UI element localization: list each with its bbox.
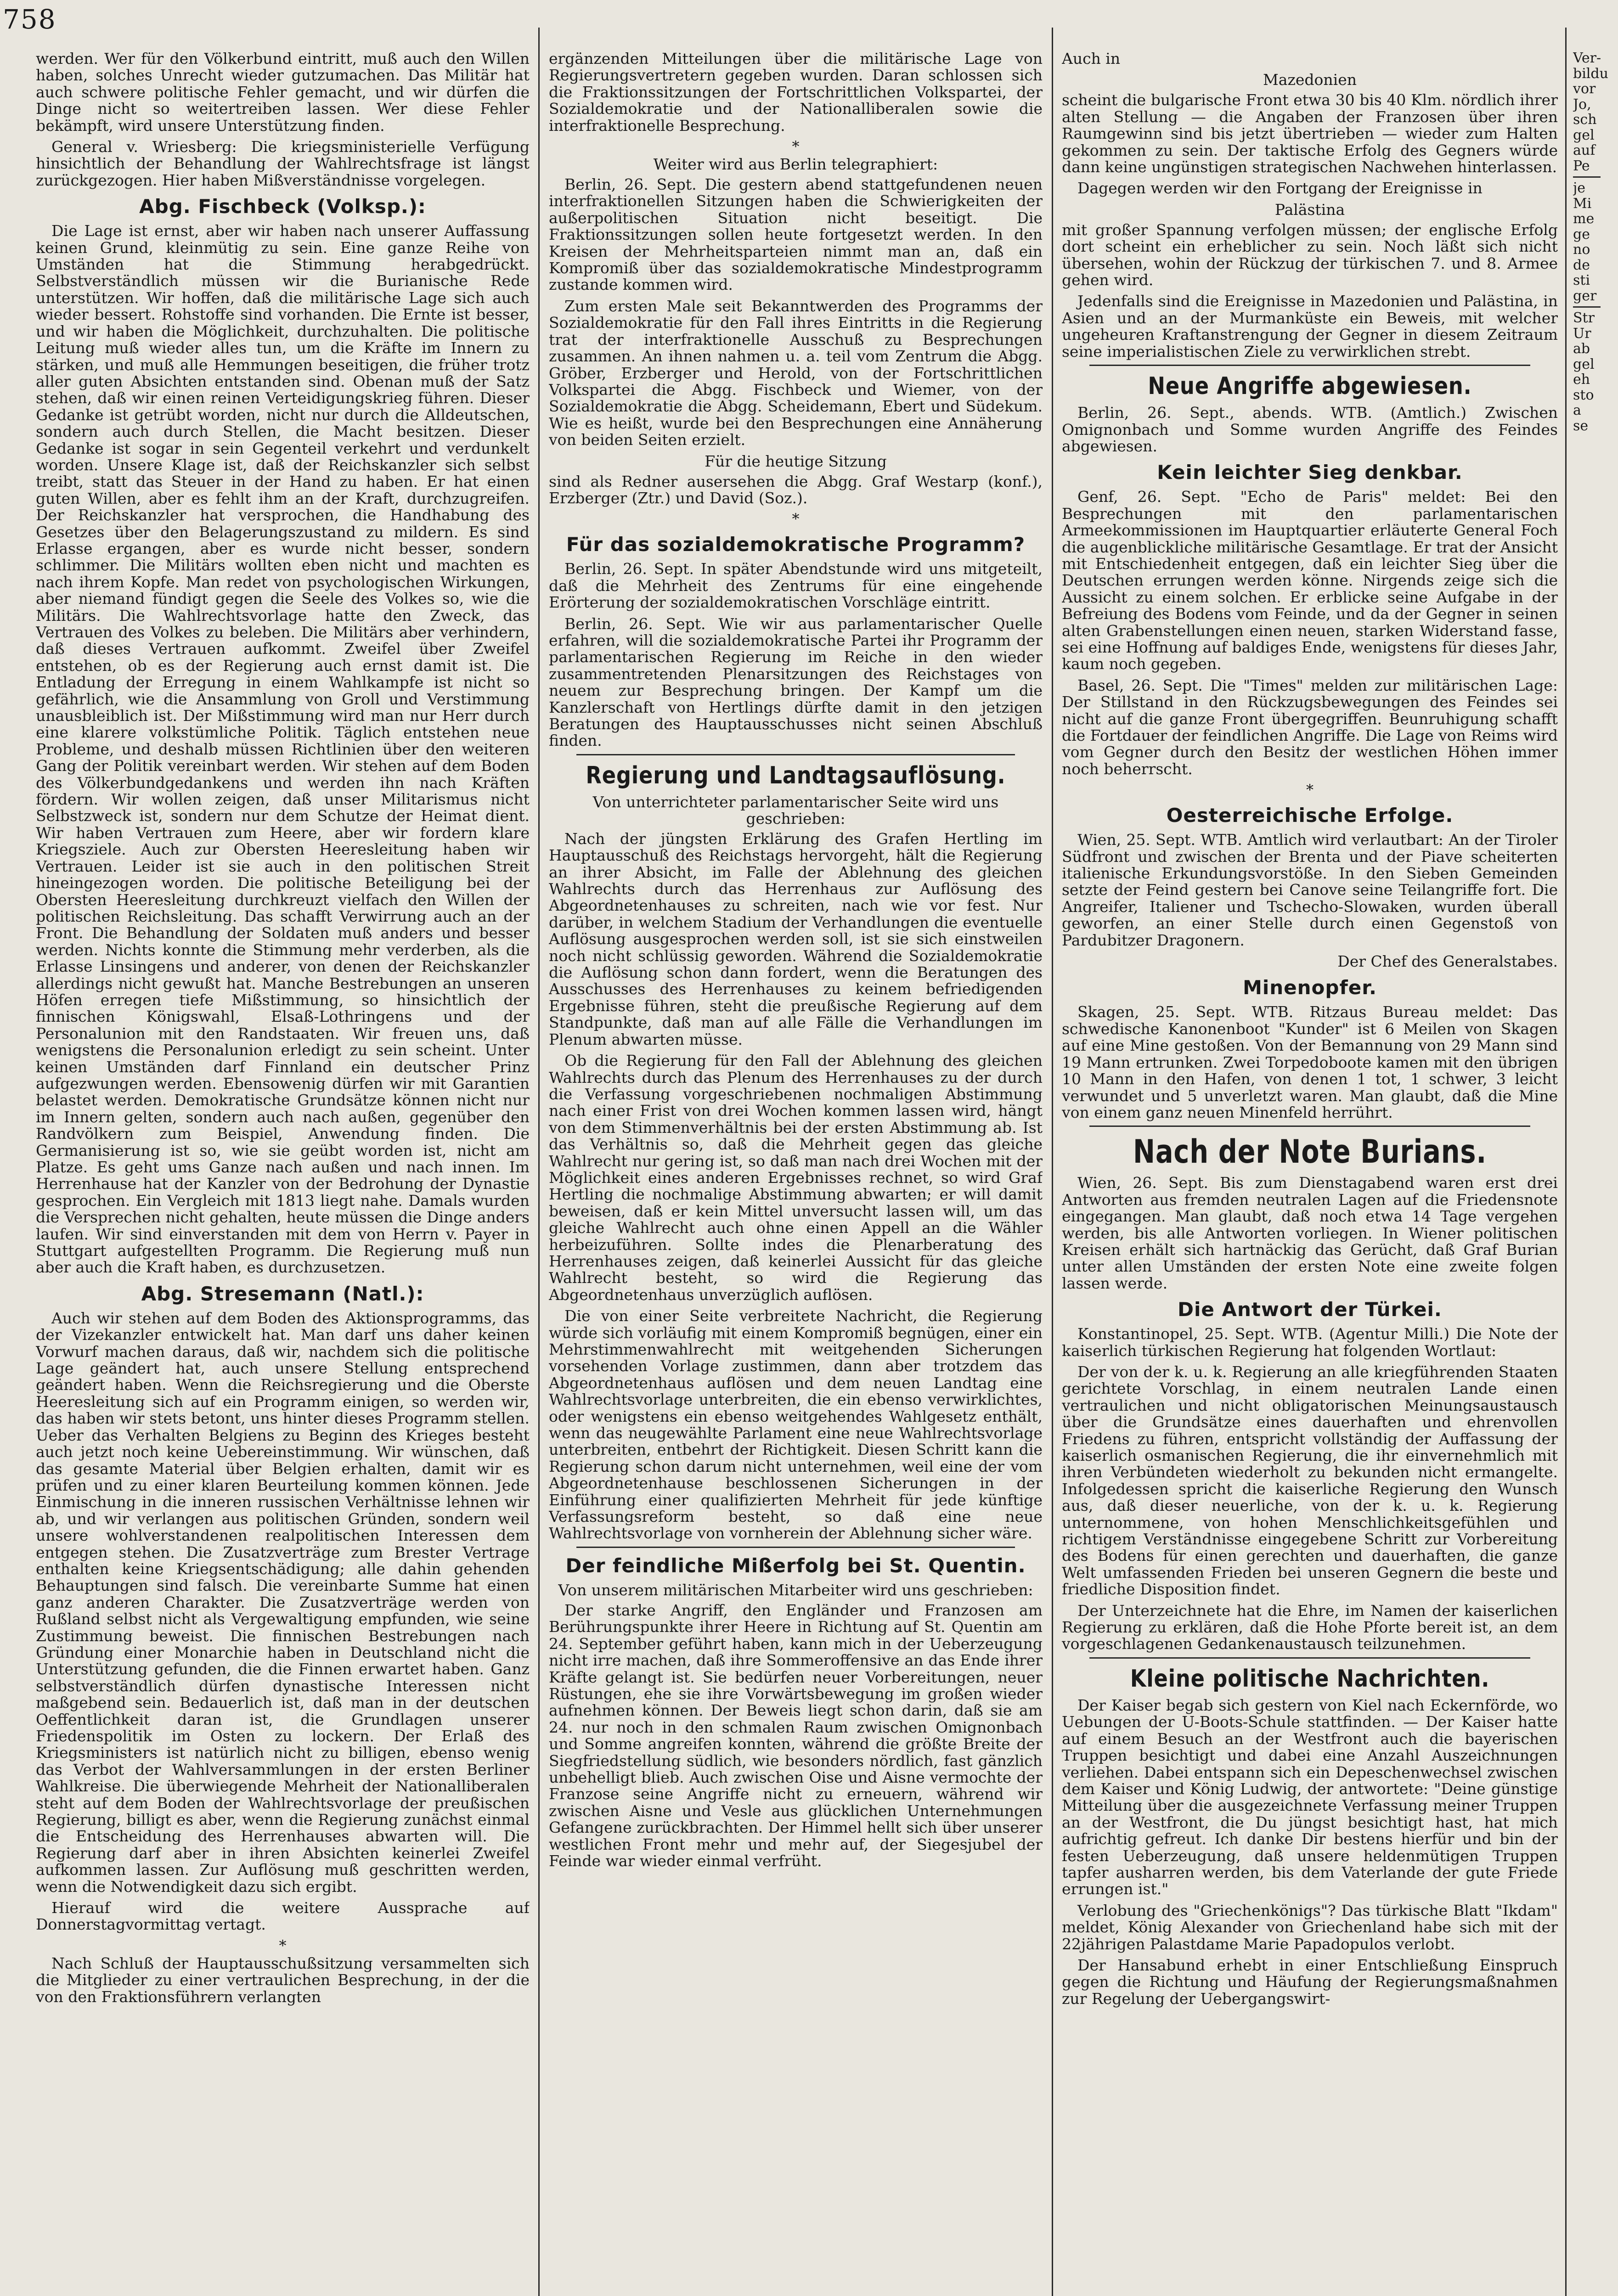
edge-fragment: Jo, xyxy=(1573,96,1591,113)
divider xyxy=(1089,365,1530,366)
paragraph: ergänzenden Mitteilungen über die militärische Lage von Regierungsvertretern gegeben wurden. Daran schlossen sich die Fraktionssitzungen der Fortschrittlichen Volkspartei, der Sozialdemokratie und der Nationalliberalen sowie die interfraktionelle Besprechung. xyxy=(549,51,1043,135)
edge-fragment: se xyxy=(1573,417,1589,434)
edge-fragment: me xyxy=(1573,211,1595,227)
paragraph: Die von einer Seite verbreitete Nachricht, die Regierung würde sich vorläufig mit einem Kompromiß begnügen, einer ein Mehrstimmenwahlrecht mit weitgehenden Sicherungen vorsehenden Vorlage zustimmen, dann aber trotzdem das Abgeordnetenhaus auflösen und dem neuen Landtag eine Wahlrechtsvorlage unterbreiten, die ein ebenso verwirklichtes, oder wenigstens ein ebenso weitgehendes Wahlgesetz enthält, wenn das neugewählte Parlament eine neue Wahlrechtsvorlage unterbreiten, entbehrt der Richtigkeit. Diesen Schritt kann die Regierung schon darum nicht unternehmen, weil eine der vom Abgeordnetenhause beschlossenen Sicherungen in der Einführung einer qualifizierten Mehrheit für jede künftige Verfassungsreform besteht, so daß eine neue Wahlrechtsvorlage von vornherein der Ablehnung sicher wäre. xyxy=(549,1307,1043,1542)
article-heading: Kein leichter Sieg denkbar. xyxy=(1157,461,1463,484)
paragraph: Der Unterzeichnete hat die Ehre, im Namen der kaiserlichen Regierung zu erklären, daß die Hohe Pforte bereit ist, an dem vorgeschlagenen Gedankenaustausch teilzunehmen. xyxy=(1062,1601,1558,1653)
paragraph: Der Kaiser begab sich gestern von Kiel nach Eckernförde, wo Uebungen der U-Boots-Schule stattfinden. — Der Kaiser hatte auf einem Besuch an der Westfront auch die bayerischen Truppen besichtigt und dabei eine Anzahl Auszeichnungen verliehen. Dabei entspann sich ein Depeschenwechsel zwischen dem Kaiser und König Ludwig, der antwortete: "Deine günstige Mitteilung über die ausgezeichnete Verfassung meiner Truppen an der Westfront, die Du jüngst besichtigt hast, hat mich aufrichtig gefreut. Ich danke Dir bestens hierfür und bin der festen Ueberzeugung, daß unsere heldenmütigen Truppen tapfer ausharren werden, bis dem Vaterlande der gute Friede errungen ist." xyxy=(1062,1696,1558,1898)
dateline-subhead: Weiter wird aus Berlin telegraphiert: xyxy=(653,155,938,174)
edge-fragment: bildu xyxy=(1573,65,1608,82)
page-number: 758 xyxy=(3,4,56,35)
subhead: Palästina xyxy=(1274,200,1345,219)
article-heading: Für das sozialdemokratische Programm? xyxy=(566,533,1026,556)
paragraph: sind als Redner ausersehen die Abgg. Graf Westarp (konf.), Erzberger (Ztr.) und David (Soz.). xyxy=(549,472,1043,507)
edge-fragment: sto xyxy=(1573,387,1594,403)
edge-fragment: Ur xyxy=(1573,325,1591,342)
article-heading: Minenopfer. xyxy=(1243,976,1377,999)
divider xyxy=(576,754,1015,755)
paragraph: Der Hansabund erhebt in einer Entschließung Einspruch gegen die Richtung und Häufung der Regierungsmaßnahmen zur Regelung der Uebergangswirt- xyxy=(1062,1956,1558,2008)
column-rule xyxy=(1052,28,1053,2296)
edge-fragment: ger xyxy=(1573,287,1597,304)
separator-asterisk: * xyxy=(279,1936,287,1954)
edge-fragment: de xyxy=(1573,257,1590,273)
paragraph: Skagen, 25. Sept. WTB. Ritzaus Bureau meldet: Das schwedische Kanonenboot "Kunder" ist 6 Meilen von Skagen auf eine Mine gestoßen. Von der Bemannung von 29 Mann sind 19 Mann ertrunken. Zwei Torpedoboote kamen mit den übrigen 10 Mann in den Hafen, von denen 1 tot, 1 schwer, 3 leicht verwundet und 5 unverletzt waren. Man glaubt, daß die Mine von einem ganz neuen Minenfeld herrührt. xyxy=(1062,1003,1558,1121)
paragraph: Jedenfalls sind die Ereignisse in Mazedonien und Palästina, in Asien und an der Murmanküste ein Beweis, mit welcher ungeheuren Kraftanstrengung der Gegner in diesem Zeitraum seine imperialistischen Ziele zu verwirklichen strebt. xyxy=(1062,292,1558,360)
edge-fragment: ge xyxy=(1573,226,1590,242)
cropped-edge-column xyxy=(1573,51,1618,2296)
edge-fragment: a xyxy=(1573,402,1581,418)
edge-fragment: Pe xyxy=(1573,158,1590,174)
paragraph: Wien, 25. Sept. WTB. Amtlich wird verlautbart: An der Tiroler Südfront und zwischen der Brenta und der Piave scheiterten italienische Erkundungsvorstöße. In den Sieben Gemeinden setzte der Feind gestern bei Canove seine Teilangriffe fort. Die Angreifer, Italiener und Tschecho-Slowaken, wurden überall geworfen, an einer Stelle durch einen Gegenstoß von Pardubitzer Dragonern. xyxy=(1062,831,1558,949)
paragraph: Verlobung des "Griechenkönigs"? Das türkische Blatt "Ikdam" meldet, König Alexander von Griechenland habe sich mit der 22jährigen Palastdame Marie Papadopulos verlobt. xyxy=(1062,1901,1558,1953)
article-heading: Neue Angriffe abgewiesen. xyxy=(1148,372,1472,400)
divider xyxy=(1089,1657,1530,1659)
paragraph: Genf, 26. Sept. "Echo de Paris" meldet: Bei den Besprechungen mit den parlamentarischen Armeekommissionen im Hauptquartier erläuterte General Foch die augenblickliche militärische Gesamtlage. Er trat der Ansicht mit Entschiedenheit entgegen, daß ein leichter Sieg über die Deutschen errungen werden könne. Nirgends zeige sich die Aussicht zu einem solchen. Er erblicke seine Aufgabe in der Befreiung des Bodens vom Feinde, und da der Gegner in seinen alten Grabenstellungen einen neuen, starken Widerstand fasse, sei eine Hoffnung auf baldiges Ende, wenigstens für dieses Jahr, kaum noch gegeben. xyxy=(1062,488,1558,673)
article-heading: Oesterreichische Erfolge. xyxy=(1166,804,1454,827)
edge-divider xyxy=(1573,306,1601,308)
column-1 xyxy=(36,51,530,2296)
article-heading: Der feindliche Mißerfolg bei St. Quentin. xyxy=(565,1554,1026,1577)
byline: Von unterrichteter parlamentarischer Seite wird uns geschrieben: xyxy=(592,793,999,827)
paragraph: General v. Wriesberg: Die kriegsministerielle Verfügung hinsichtlich der Behandlung der Wahlrechtsfrage ist längst zurückgezogen. Hier haben Mißverständnisse vorgelegen. xyxy=(36,138,530,189)
column-rule xyxy=(538,28,540,2296)
edge-fragment: je xyxy=(1573,180,1586,196)
paragraph: Wien, 26. Sept. Bis zum Dienstagabend waren erst drei Antworten aus fremden neutralen Lagen auf die Friedensnote eingegangen. Man glaubt, daß noch etwa 14 Tage vergehen werden, bis alle Antworten vorliegen. In Wiener politischen Kreisen erhält sich hartnäckig das Gerücht, daß Graf Burian unter allen Umständen der ersten Note eine zweite folgen lassen werde. xyxy=(1062,1174,1558,1292)
paragraph: Auch wir stehen auf dem Boden des Aktionsprogramms, das der Vizekanzler entwickelt hat. Man darf uns daher keinen Vorwurf machen daraus, daß wir, nachdem sich die politische Lage geändert hat, auch unsere Stellung entsprechend geändert haben. Wenn die Reichsregierung und die Oberste Heeresleitung sich auf ein Programm einigen, so werden wir, das haben wir stets betont, uns hinter dieses Programm stellen. Ueber das Verhalten Belgiens zu Beginn des Krieges besteht auch jetzt noch keine Uebereinstimmung. Wir wünschen, daß das gesamte Material über Belgien erhalten, damit wir es prüfen und zu einer klaren Beurteilung kommen können. Jede Einmischung in die inneren russischen Verhältnisse lehnen wir ab, und wir verlangen aus politischen Gründen, sondern weil unsere wohlverstandenen realpolitischen Interessen dem entgegen stehen. Die Zusatzverträge zum Brester Vertrage enthalten keine Kriegsentschädigung; alle dahin gehenden Behauptungen sind falsch. Die vereinbarte Summe hat einen ganz anderen Charakter. Die Zusatzverträge werden von Rußland selbst nicht als Vergewaltigung empfunden, wie seine Zustimmung beweist. Die finnischen Bestrebungen nach Gründung einer Monarchie haben in Deutschland nicht die Unterstützung gefunden, die die Finnen erwartet haben. Ganz selbstverständlich dürfen dynastische Interessen nicht maßgebend sein. Bedauerlich ist, daß man in der deutschen Oeffentlichkeit daran ist, die Grundlagen unserer Friedenspolitik im Osten zu lockern. Der Erlaß des Kriegsministers ist natürlich nicht zu billigen, ebenso wenig das Verbot der Wahlversammlungen in der ersten Berliner Wahlkreise. Die überwiegende Mehrheit der Nationalliberalen steht auf dem Boden der Wahlrechtsvorlage der preußischen Regierung, billigt es aber, wenn die Regierung zunächst einmal die Entscheidung des Herrenhauses abwarten will. Die Regierung darf aber in ihren Absichten keinerlei Zweifel aufkommen lassen. Zur Auflösung muß geschritten werden, wenn die Notwendigkeit dazu sich ergibt. xyxy=(36,1309,530,1896)
edge-fragment: Ver- xyxy=(1573,51,1601,66)
edge-fragment: sch xyxy=(1573,112,1597,128)
paragraph: Ob die Regierung für den Fall der Ablehnung des gleichen Wahlrechts durch das Plenum des Herrenhauses zu der durch die Verfassung vorgeschriebenen nochmaligen Abstimmung nach einer Frist von drei Wochen kommen lassen wird, hängt von dem Stimmenverhältnis bei der ersten Abstimmung ab. Ist das Verhältnis so, daß die Mehrheit gegen das gleiche Wahlrecht nur gering ist, so daß man nach drei Wochen mit der Möglichkeit eines anderen Ergebnisses rechnet, so wird Graf Hertling die nochmalige Abstimmung abwarten; er will damit beweisen, daß er kein Mittel unversucht lassen will, um das gleiche Wahlrecht auch ohne einen Appell an die Wähler herbeizuführen. Sollte indes die Plenarberatung des Herrenhauses zeigen, daß keinerlei Aussicht für das gleiche Wahlrecht besteht, so wird die Regierung das Abgeordnetenhaus unverzüglich auflösen. xyxy=(549,1052,1043,1304)
divider xyxy=(576,1547,1015,1548)
paragraph: Berlin, 26. Sept. In später Abendstunde wird uns mitgeteilt, daß die Mehrheit des Zentrums für eine eingehende Erörterung der sozialdemokratischen Vorschläge eintritt. xyxy=(549,560,1043,612)
edge-fragment: eh xyxy=(1573,371,1590,388)
column-2 xyxy=(549,51,1043,2296)
paragraph: Hierauf wird die weitere Aussprache auf Donnerstagvormittag vertagt. xyxy=(36,1899,530,1934)
speaker-heading-fischbeck: Abg. Fischbeck (Volksp.): xyxy=(139,195,426,218)
byline: Von unserem militärischen Mitarbeiter wird uns geschrieben: xyxy=(558,1581,1033,1599)
paragraph: Nach Schluß der Hauptausschußsitzung versammelten sich die Mitglieder zu einer vertraulichen Besprechung, in der die von den Fraktionsführern verlangten xyxy=(36,1954,530,2006)
paragraph: Der starke Angriff, den Engländer und Franzosen am Berührungspunkte ihrer Heere in Richtung auf St. Quentin am 24. September geführt haben, kann mich in der Ueberzeugung nicht irre machen, daß ihre Sommeroffensive an das Ende ihrer Kräfte gelangt ist. Sie bedürfen neuer Vorbereitungen, neuer Rüstungen, ehe sie ihre Vorwärtsbewegung im großen wieder aufnehmen können. Der Beweis liegt schon darin, daß sie am 24. nur noch in den schmalen Raum zwischen Omignonbach und Somme angreifen konnten, während die größte Breite der Siegfriedstellung südlich, wie besonders nördlich, fast gänzlich unbehelligt blieb. Auch zwischen Oise und Aisne vermochte der Franzose seine Angriffe nicht zu erneuern, während wir zwischen Aisne und Vesle aus glücklichen Unternehmungen Gefangene zurückbrachten. Der Himmel hellt sich über unserer westlichen Front mehr und mehr auf, der Siegesjubel der Feinde war wieder einmal verfrüht. xyxy=(549,1601,1043,1870)
paragraph: Der von der k. u. k. Regierung an alle kriegführenden Staaten gerichtete Vorschlag, in einem neutralen Lande einen vertraulichen und nicht obligatorischen Meinungsaustausch über die Grundsätze eines dauerhaften und ehrenvollen Friedens zu führen, entspricht vollständig der Auffassung der kaiserlich osmanischen Regierung, die ihr einvernehmlich mit ihren Verbündeten wiederholt zu bekunden nicht ermangelte. Infolgedessen spricht die kaiserliche Regierung den Wunsch aus, daß dieser neuerliche, von der k. u. k. Regierung unternommene, von hohen Menschlichkeitsgefühlen und richtigem Verständnisse eingegebene Schritt zur Vorbereitung des Bodens für einen gerechten und dauerhaften, die ganze Welt umfassenden Frieden bei unseren Gegnern die beste und friedliche Disposition findet. xyxy=(1062,1362,1558,1598)
edge-divider xyxy=(1573,176,1601,178)
article-heading: Nach der Note Burians. xyxy=(1133,1133,1487,1171)
edge-fragment: sti xyxy=(1573,272,1590,288)
speaker-heading-stresemann: Abg. Stresemann (Natl.): xyxy=(141,1282,424,1305)
paragraph: Auch in xyxy=(1062,51,1121,68)
paragraph: Konstantinopel, 25. Sept. WTB. (Agentur Milli.) Die Note der kaiserlich türkischen Regierung hat folgenden Wortlaut: xyxy=(1062,1325,1558,1360)
article-heading: Regierung und Landtagsauflösung. xyxy=(586,761,1006,789)
paragraph: Berlin, 26. Sept., abends. WTB. (Amtlich.) Zwischen Omignonbach und Somme wurden Angriffe des Feindes abgewiesen. xyxy=(1062,404,1558,455)
paragraph: Berlin, 26. Sept. Die gestern abend stattgefundenen neuen interfraktionellen Sitzungen haben die Schwierigkeiten der außerpolitischen Situation nicht beseitigt. Die Fraktionssitzungen sollen heute fortgesetzt werden. In den Kreisen der Mehrheitsparteien nimmt man an, daß ein Kompromiß über das sozialdemokratische Mindestprogramm zustande kommen wird. xyxy=(549,175,1043,294)
edge-fragment: no xyxy=(1573,242,1590,258)
paragraph: Basel, 26. Sept. Die "Times" melden zur militärischen Lage: Der Stillstand in den Rückzugsbewegungen des Feindes sei nicht auf die ganze Front übergegriffen. Beunruhigung schafft die Fortdauer der feindlichen Angriffe. Die Lage von Reims wird vom Gegner durch den Besitz der westlichen Höhen immer noch beherrscht. xyxy=(1062,676,1558,778)
edge-fragment: auf xyxy=(1573,142,1595,158)
subhead: Für die heutige Sitzung xyxy=(705,452,887,470)
subhead: Mazedonien xyxy=(1263,71,1357,89)
paragraph: scheint die bulgarische Front etwa 30 bis 40 Klm. nördlich ihrer alten Stellung — die Angaben der Franzosen über ihren Raumgewinn sind bis jetzt übertrieben — wieder zum Halten gekommen zu sein. Der taktische Erfolg des Gegners würde dann keine ungünstigen strategischen Nachwehen hinterlassen. xyxy=(1062,91,1558,176)
divider xyxy=(1089,1125,1530,1127)
paragraph: Zum ersten Male seit Bekanntwerden des Programms der Sozialdemokratie für den Fall ihres Eintritts in die Regierung trat der interfraktionelle Ausschuß zu Besprechungen zusammen. An ihnen nahmen u. a. teil vom Zentrum die Abgg. Gröber, Erzberger und Herold, von der Fortschrittlichen Volkspartei die Abgg. Fischbeck und Wiemer, von der Sozialdemokratie die Abgg. Scheidemann, Ebert und Südekum. Wie es heißt, wurde bei den Besprechungen eine Annäherung von beiden Seiten erzielt. xyxy=(549,297,1043,449)
edge-fragment: gel xyxy=(1573,356,1595,372)
paragraph: mit großer Spannung verfolgen müssen; der englische Erfolg dort scheint ein erheblicher zu sein. Noch läßt sich nicht übersehen, wohin der Rückzug der türkischen 7. und 8. Armee gehen wird. xyxy=(1062,220,1558,289)
paragraph: Nach der jüngsten Erklärung des Grafen Hertling im Hauptausschuß des Reichstags hervorgeht, hält die Regierung an ihrer Absicht, im Falle der Ablehnung des gleichen Wahlrechts durch das Herrenhaus zur Auflösung des Abgeordnetenhauses zu schreiten, nach wie vor fest. Nur darüber, in welchem Stadium der Verhandlungen die eventuelle Auflösung ausgesprochen werden soll, ist sie sich einstweilen noch nicht schlüssig geworden. Während die Sozialdemokratie die Auflösung schon dann fordert, wenn die Beratungen des Ausschusses des Herrenhauses zu keinem befriedigenden Ergebnisse führen, steht die preußische Regierung auf dem Standpunkte, daß man auf alle Fälle die Verhandlungen im Plenum abwarten müsse. xyxy=(549,829,1043,1048)
signature: Der Chef des Generalstabes. xyxy=(1337,952,1558,971)
column-3 xyxy=(1062,51,1558,2296)
column-rule xyxy=(1565,28,1567,2296)
edge-fragment: Str xyxy=(1573,310,1595,326)
paragraph: Dagegen werden wir den Fortgang der Ereignisse in xyxy=(1077,179,1483,197)
edge-fragment: gel xyxy=(1573,127,1595,143)
article-heading: Die Antwort der Türkei. xyxy=(1178,1298,1442,1321)
paragraph: werden. Wer für den Völkerbund eintritt, muß auch den Willen haben, solches Unrecht wieder gutzumachen. Das Militär hat auch schwere politische Fehler gemacht, und wir dürfen die Dinge nicht so weitertreiben lassen. Wer diese Fehler bekämpft, wird unsere Unterstützung finden. xyxy=(36,51,530,135)
edge-fragment: Mi xyxy=(1573,195,1592,212)
paragraph: Die Lage ist ernst, aber wir haben nach unserer Auffassung keinen Grund, kleinmütig zu sein. Eine ganze Reihe von Umständen hat die Stimmung herabgedrückt. Selbstverständlich müssen wir die Burianische Rede unterstützen. Wir hoffen, daß die militärische Lage sich auch wieder bessert. Rohstoffe sind vorhanden. Die Ernte ist besser, und wir haben die Möglichkeit, durchzuhalten. Die politische Leitung muß wieder alles tun, um die Kräfte im Innern zu stärken, und muß alle Hemmungen beseitigen, die früher trotz aller guten Absichten entstanden sind. Obenan muß der Satz stehen, daß wir einen reinen Verteidigungskrieg führen. Dieser Gedanke ist getrübt worden, nicht nur durch die Alldeutschen, sondern auch durch Stellen, die Macht besitzen. Dieser Gedanke ist sogar in sein Gegenteil verkehrt und verdunkelt worden. Unsere Klage ist, daß der Reichskanzler sich selbst treibt, statt das Steuer in der Hand zu haben. Er hat einen guten Willen, aber es fehlt ihm an der Kraft, durchzugreifen. Der Reichskanzler hat versprochen, die Handhabung des Gesetzes über den Belagerungszustand zu mildern. Es sind Erlasse ergangen, aber es wurde nicht besser, sondern schlimmer. Die Militärs wollten eben nicht und machten es nach ihrem Kopfe. Man redet von psychologischen Wirkungen, aber niemand fündigt gegen die Seele des Volkes so, wie die Militärs. Die Wahlrechtsvorlage hatte den Zweck, das Vertrauen des Volkes zu beleben. Die Militärs aber verhindern, daß dieses Vertrauen aufkommt. Zweifel über Zweifel entstehen, ob es der Regierung auch ernst damit ist. Die Entladung der Erregung in einem Wahlkampfe ist nicht so gefährlich, wie die Ansammlung von Groll und Verstimmung unausbleiblich ist. Der Mißstimmung wird man nur Herr durch eine klarere volkstümliche Politik. Täglich entstehen neue Probleme, und deshalb müssen Richtlinien über den weiteren Gang der Politik vereinbart werden. Wir stehen auf dem Boden des Völkerbundgedankens und werden ihn nach Kräften fördern. Wir wollen zeigen, daß unser Militarismus nicht Selbstzweck ist, sondern nur dem Schutze der Heimat dient. Wir haben Vertrauen zum Heere, aber wir fordern klare Kriegsziele. Auch zur Obersten Heeresleitung haben wir Vertrauen. Leider ist sie auch in den politischen Streit hineingezogen worden. Die politische Beteiligung bei der Obersten Heeresleitung durchkreuzt vielfach den Willen der politischen Reichsleitung. Das schafft Verwirrung auch an der Front. Die Behandlung der Soldaten muß anders und besser werden. Nichts konnte die Stimmung mehr verderben, als die Erlasse Linsingens und anderer, von denen der Reichskanzler allerdings nicht gewußt hat. Manche Bestrebungen an unseren Höfen erregen tiefe Mißstimmung, so hinsichtlich der finnischen Königswahl, Elsaß-Lothringens und der Personalunion mit den Randstaaten. Wir freuen uns, daß wenigstens die Personalunion erledigt zu sein scheint. Unter keinen Umständen darf Finnland ein deutscher Prinz aufgezwungen werden. Ebensowenig dürfen wir mit Garantien belastet werden. Demokratische Grundsätze können nicht nur im Innern gelten, sondern auch nach außen, gegenüber den Randvölkern zum Beispiel, Anwendung finden. Die Germanisierung ist so, wie sie geübt worden ist, nicht am Platze. Es geht ums Ganze nach außen und nach innen. Im Herrenhause hat der Kanzler von der Bedrohung der Dynastie gesprochen. Ein Vergleich mit 1813 liegt nahe. Damals wurden die Versprechen nicht gehalten, heute müssen die Dinge anders laufen. Wir sind einverstanden mit dem von Herrn v. Payer in Stuttgart aufgestellten Programm. Die Regierung muß nun aber auch die Kraft haben, es durchzusetzen. xyxy=(36,222,530,1277)
paragraph: Berlin, 26. Sept. Wie wir aus parlamentarischer Quelle erfahren, will die sozialdemokratische Partei ihr Programm der parlamentarischen Regierung im Reiche in den wieder zusammentretenden Plenarsitzungen des Reichstages von neuem zur Besprechung bringen. Der Kampf um die Kanzlerschaft von Hertlings dürfte damit in den jetzigen Beratungen des Hauptausschusses nicht seinen Abschluß finden. xyxy=(549,614,1043,750)
edge-fragment: ab xyxy=(1573,341,1590,357)
separator-asterisk: * xyxy=(792,138,800,156)
article-heading: Kleine politische Nachrichten. xyxy=(1130,1665,1490,1693)
separator-asterisk: * xyxy=(792,510,800,528)
separator-asterisk: * xyxy=(1306,781,1314,799)
edge-fragment: vor xyxy=(1573,81,1596,97)
